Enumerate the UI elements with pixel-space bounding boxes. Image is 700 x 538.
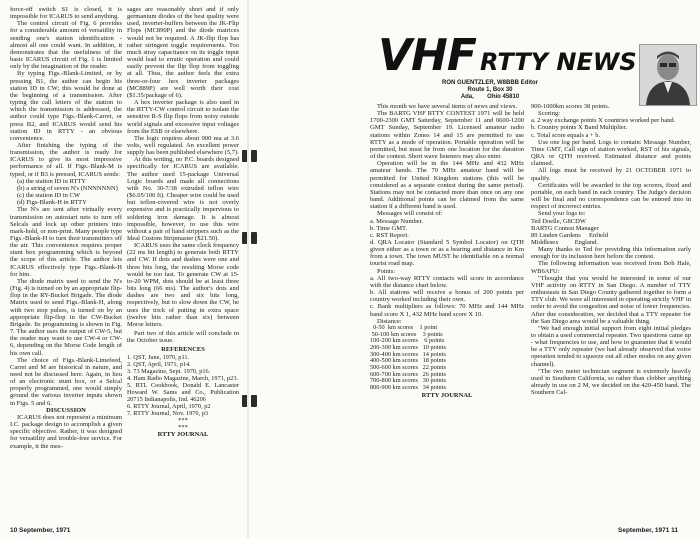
paragraph: Scoring: xyxy=(538,110,561,118)
paragraph: "Thought that you would be interested in some of our VHF activity on RTTY in San Diego. A number of TTY enthusiasts in San Diego County gathered together to form a TTY club. We were all interested in operating strictly VHF in order to avoid the congestion and noise of lower frequencies. After due consideration, we decided that a TTY repeater for the San Diego area would be a valuable thing. xyxy=(531,274,691,325)
list-item: d. QRA Locator (Standard 5 Symbol Locator) on QTH given either as a town or as a bearing and distance in Km from a town. The town MUST be identifiable on a normal tourist road map. xyxy=(370,238,524,268)
page-folio-left: 10 September, 1971 xyxy=(10,527,71,534)
column-footer: RTTY JOURNAL xyxy=(157,430,209,438)
reference-item: 2. QST, April, 1971, p14. xyxy=(127,360,191,368)
table-row: 400-500 km scores 18 points xyxy=(370,357,446,365)
paragraph: Send your logs to: xyxy=(538,210,586,218)
paragraph: ICARUS does not represent a minimum I.C. package design to accomplish a given specific objective. Rather, it was designed for versatility and trouble-free service. For example, it the mes- xyxy=(10,413,122,450)
binding-hole xyxy=(251,395,257,407)
stars-divider: *** xyxy=(178,416,188,424)
paragraph: At this writing, no P.C. boards designed specifically for ICARUS are available. The author used 15-package Universal Logic boards and made all connections with No. 30-7/38 extruded teflon wire ($6.05/100 ft). Cheaper wire could be used but teflon-covered wire is not overly expensive and is practically impervious to soldering iron damage. It is almost impossible, however, to use this wire without a pair of hand strippers such as the Ideal Custom Stripmaster ($21.50). xyxy=(127,156,239,242)
table-row: 500-600 km scores 22 points xyxy=(370,364,446,372)
table-row: 600-700 km scores 26 points xyxy=(370,370,446,378)
logo-vhf: VHF xyxy=(378,30,476,81)
binding-hole xyxy=(251,232,257,244)
editor-block xyxy=(425,80,555,101)
paragraph: ICARUS uses the same clock frequency (22 ms bit length) to generate both RTTY and CW. If dots and dashes were one and three bits long, the resulting Morse code would be too fast. To generate CW at 15-to-20 WPM, dots should be at least three bits long (66 ms). The author's dots and dashes are two and six bits long, respectively, but to slow down the CW, he uses the trick of putting in extra space (twelve bits rather than six) between Morse letters. xyxy=(127,242,239,328)
list-item: a. Message Number. xyxy=(370,217,424,225)
table-row: 50-100 km scores 3 points xyxy=(370,330,443,338)
list-item: c. Total score equals a + b. xyxy=(531,131,601,139)
references-list xyxy=(127,354,239,417)
paragraph: The N's are sent after virtually every transmission on autostart nets to turn off Selcals and lock up other printers into mark-hold, or non-print. Many people type Figs.-Blank-H to turn their transmitters off the air. This convenience requires proper stunt box programming which is beyond the scope of this article. The author lets ICARUS effectively type Figs.-Blank-H for him. xyxy=(10,206,122,278)
paragraph: The choice of Figs.-Blank-Limefeed, Carret and M are historical in nature, and need not be discussed here. Again, in lieu of an electronic stunt box, or a Selcal properly programmed, one would simply ground the various inverter inputs shown in Figs. 5 and 6. xyxy=(10,356,122,407)
paragraph: Messages will consist of: xyxy=(377,210,443,218)
editor-name: RON GUENTZLER, W8BBB Editor xyxy=(442,80,538,86)
paragraph: Operation will be in the 144 MHz and 432 MHz amateur bands. The 70 MHz amateur band will be permitted for United Kingdom stations (this will be considered as a separate contest during the same period). Stations may not be contacted more than once on any one band. Additional points can be claimed from the same station if a different band is used. xyxy=(370,160,524,211)
paragraph: sages are reasonably short and if only germanium diodes of the best quality were used, inverter-buffers between the JK-Flip Flops (MC890P) and the diode matrices would not be required. A JK-flip flop has rather stringent toggle requirements. Too much stray capacitance on its toggle input would lead to erratic operation and could easily prevent the flip flop from toggling at all. Thus, the author feels the extra three-or-four hex inverter packages (MC889P) are well worth their cost ($1.35/package of 6). xyxy=(127,6,239,99)
left-page xyxy=(0,0,248,538)
list-item: a. All two-way RTTY contacts will score in accordance with the distance chart below. xyxy=(370,274,524,289)
right-column-2 xyxy=(531,103,691,396)
paragraph: force-off switch S1 is closed, it is impossible for ICARUS to send anything. xyxy=(10,6,122,21)
address-line: 89 Linden Gardens Enfield xyxy=(531,231,609,239)
list-item: (c) the station ID in CW xyxy=(17,192,80,200)
right-column-1 xyxy=(370,103,524,399)
references-heading: REFERENCES xyxy=(161,346,205,354)
table-row: 700-800 km scores 30 points xyxy=(370,377,446,385)
logo-rtty-news: RTTY NEWS xyxy=(479,48,637,76)
paragraph: After finishing the typing of the transmission, the author is ready for ICARUS to give its most impressive performance of all. If Figs.-Blank-M is typed, or if B3 is pressed, ICARUS sends: xyxy=(10,141,122,178)
reference-item: 5. RTL Cookbook, Donald E. Lancaster Howard W. Sams and Co., Publication 20715 Indianapolis, Ind. 46206 xyxy=(127,381,239,403)
paragraph: "The two meter technician segment is extremely heavily used in Southern California, so rather than clobber anything already in use on 2 M, we decided on the 420-450 band. The Southern Cal- xyxy=(531,367,691,397)
left-column-2 xyxy=(127,6,239,438)
paragraph: The diode matrix used to send the N's (Fig. 4) is turned on by an appropriate flip-flop in the RY-Bucket Brigade. The diode Matrix used to send Figs.-Blank-H, along with two stop pulses, is turned on by an appropriate flip-flop in the CW-Bucket Brigade. Its programming is shown in Fig. 7. The author uses the output of CW-5, but the reader may want to use CW-4 or CW-6, depending on the Morse Code length of his own call. xyxy=(10,277,122,357)
left-column-1 xyxy=(10,6,122,450)
list-item: c. Bank multipliers as follows: 70 MHz and 144 MHz band score X 1, 432 MHz band score X 10. xyxy=(370,303,524,318)
list-item: (b) a string of seven N's (NNNNNNN) xyxy=(17,184,118,192)
column-footer: RTTY JOURNAL xyxy=(421,391,473,399)
list-item: a. 2 way exchange points X countries worked per band. xyxy=(531,117,676,125)
editor-photo xyxy=(639,44,697,106)
paragraph: Part two of this article will conclude in the October issue. xyxy=(127,330,239,345)
reference-item: 7. RTTY Journal, Nov. 1970, p3 xyxy=(127,409,209,417)
editor-address: Ada, Ohio 45810 xyxy=(460,94,520,100)
list-item: (a) the station ID in RTTY xyxy=(17,177,87,185)
editor-address: Route 1, Box 30 xyxy=(467,87,513,93)
paragraph: Distance: xyxy=(377,317,402,325)
paragraph: The control circuit of Fig. 6 provides for a considerable amount of versatility in sending one's station identification - almost all one could want. In addition, it demonstrates that the usefulness of the basic ICARUS circuit of Fig. 1 is limited only by the imagination of the reader. xyxy=(10,20,122,71)
reference-item: 1. QST, June, 1970, p11. xyxy=(127,353,190,361)
address-line: Middlesex England. xyxy=(531,238,598,246)
masthead-logo xyxy=(378,30,637,81)
paragraph: Many thanks to Ted for providing this information early enough for its inclusion here before the contest. xyxy=(531,246,691,261)
list-item: b. Country points X Band Multiplier. xyxy=(531,124,628,132)
paragraph: The following information was received from Bob Hale, WB6AFU: xyxy=(531,260,691,275)
reference-item: 3. 73 Magazine, Sept. 1970, p16. xyxy=(127,367,211,375)
page-folio-right: September, 1971 11 xyxy=(618,527,678,534)
paragraph: By typing Figs.-Blank-Limited, or by pressing B1, the author can begin his station ID in CW; this would be done at the beginning of a transmission. After typing the call letters of the station to which the transmission is addressed, the author could type Figs.-Blank-Carret, or press B2, and ICARUS would send his station ID in RTTY - an obvious convenience. xyxy=(10,70,122,142)
address-line: Ted Doelle, G8CDW xyxy=(531,217,586,225)
paragraph: "We had enough initial support from eight initial pledges to obtain a used commercial repeater. Two questions came up - what frequencies to use, and how to guarantee that it would be a TTY only repeater (we had already observed that voice operation tended to squeeze out all other modes on any given channel). xyxy=(531,324,691,368)
table-row: 0-50 km scores 1 point xyxy=(370,323,438,331)
paragraph: All logs must be received by 21 OCTOBER 1971 to qualify. xyxy=(531,167,691,182)
list-item: b. Time GMT. xyxy=(370,224,408,232)
paragraph: This month we have several items of news and views. xyxy=(377,103,518,110)
table-row: 300-400 km scores 14 points xyxy=(370,350,446,358)
discussion-heading: DISCUSSION xyxy=(46,406,86,414)
reference-item: 6. RTTY Journal, April, 1970, p2 xyxy=(127,402,211,410)
address-line: BARTG Contest Manager xyxy=(531,224,599,232)
paragraph: A hex inverter package is also used in the RTTY-CW control circuit to isolate the sensitive R-S flip flops from noisy outside world signals and excessive input voltages from the ESB or elsewhere. xyxy=(127,99,239,135)
reference-item: 4. Ham Radio Magazine, March, 1971, p23. xyxy=(127,374,239,382)
list-item: b. All stations will receive a bonus of 200 points per country worked including their own. xyxy=(370,289,524,304)
list-item: (d) Figs-Blank-H in RTTY xyxy=(17,199,87,207)
paragraph: Use one log per band. Logs to contain: Message Number, Time GMT, Call sign of station worked, RST of his signals, QRA or QTH received. Estimated distance and points claimed. xyxy=(531,138,691,168)
list-item: c. RST Report. xyxy=(370,231,409,239)
paragraph: The logic requires about 900 ma at 3.6 volts, well regulated. An excellent power supply has been published elsewhere (5,7). xyxy=(127,134,239,157)
table-row: 800-900 km scores 34 points xyxy=(370,384,446,392)
table-row: 200-300 km scores 10 points xyxy=(370,343,446,351)
paragraph: The BARTG VHF RTTY CONTEST 1971 will be held 1700-2300 GMT Saturday, September 11 and 0600-1200 GMT Sunday, September 19. Licensed amateur radio stations within Zones 14 and 15 are permitted to use RTTY as a mode of operation. Portable operation will be permitted, but must be from one location for the duration of the contest. Short wave listeners may also enter. xyxy=(370,110,524,161)
paragraph: Certificates will be awarded to the top scorers, fixed and portable, on each band in each country. The Judge's decision will be final and no correspondence can be entered into in respect of incorrect entries. xyxy=(531,181,691,211)
table-row: 100-200 km scores 6 points xyxy=(370,337,445,345)
binding-hole xyxy=(251,150,257,162)
stars-divider: *** xyxy=(178,423,188,431)
paragraph: 900-1000km scores 38 points. xyxy=(531,103,610,110)
distance-table xyxy=(370,325,524,392)
paragraph: Points: xyxy=(377,267,396,275)
